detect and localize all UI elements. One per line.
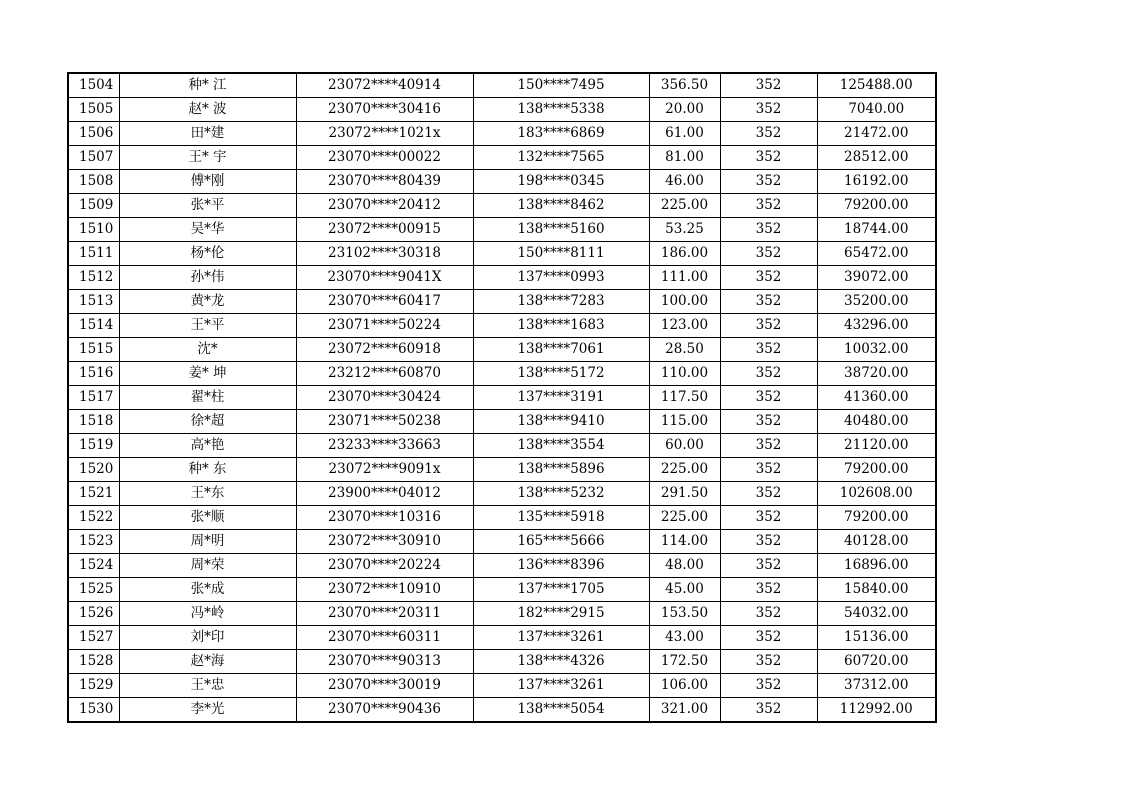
unit-price-cell: 352 xyxy=(720,554,817,578)
name-cell: 周*明 xyxy=(119,530,296,554)
row-number-cell: 1523 xyxy=(68,530,119,554)
amount-cell: 40480.00 xyxy=(817,410,936,434)
amount-cell: 16192.00 xyxy=(817,170,936,194)
row-number-cell: 1522 xyxy=(68,506,119,530)
phone-cell: 182****2915 xyxy=(473,602,649,626)
name-cell: 黄*龙 xyxy=(119,290,296,314)
id-number-cell: 23072****40914 xyxy=(296,73,473,98)
quantity-cell: 225.00 xyxy=(649,194,720,218)
unit-price-cell: 352 xyxy=(720,314,817,338)
row-number-cell: 1513 xyxy=(68,290,119,314)
phone-cell: 137****0993 xyxy=(473,266,649,290)
quantity-cell: 43.00 xyxy=(649,626,720,650)
row-number-cell: 1505 xyxy=(68,98,119,122)
phone-cell: 138****9410 xyxy=(473,410,649,434)
table-row xyxy=(68,626,936,650)
phone-cell: 138****7061 xyxy=(473,338,649,362)
quantity-cell: 186.00 xyxy=(649,242,720,266)
name-cell: 徐*超 xyxy=(119,410,296,434)
id-number-cell: 23072****60918 xyxy=(296,338,473,362)
unit-price-cell: 352 xyxy=(720,218,817,242)
id-number-cell: 23070****90313 xyxy=(296,650,473,674)
table-row xyxy=(68,482,936,506)
row-number-cell: 1504 xyxy=(68,73,119,98)
unit-price-cell: 352 xyxy=(720,626,817,650)
table-row xyxy=(68,290,936,314)
table-row xyxy=(68,146,936,170)
table-row xyxy=(68,698,936,723)
phone-cell: 138****5054 xyxy=(473,698,649,723)
row-number-cell: 1514 xyxy=(68,314,119,338)
table-row xyxy=(68,506,936,530)
name-cell: 傅*刚 xyxy=(119,170,296,194)
phone-cell: 138****8462 xyxy=(473,194,649,218)
table-row xyxy=(68,410,936,434)
quantity-cell: 48.00 xyxy=(649,554,720,578)
phone-cell: 183****6869 xyxy=(473,122,649,146)
table-row xyxy=(68,362,936,386)
phone-cell: 150****7495 xyxy=(473,73,649,98)
name-cell: 王*平 xyxy=(119,314,296,338)
quantity-cell: 291.50 xyxy=(649,482,720,506)
id-number-cell: 23071****50238 xyxy=(296,410,473,434)
row-number-cell: 1519 xyxy=(68,434,119,458)
table-row xyxy=(68,674,936,698)
phone-cell: 138****4326 xyxy=(473,650,649,674)
name-cell: 翟*柱 xyxy=(119,386,296,410)
row-number-cell: 1527 xyxy=(68,626,119,650)
table-row xyxy=(68,650,936,674)
row-number-cell: 1521 xyxy=(68,482,119,506)
amount-cell: 60720.00 xyxy=(817,650,936,674)
row-number-cell: 1524 xyxy=(68,554,119,578)
quantity-cell: 110.00 xyxy=(649,362,720,386)
id-number-cell: 23212****60870 xyxy=(296,362,473,386)
amount-cell: 28512.00 xyxy=(817,146,936,170)
amount-cell: 112992.00 xyxy=(817,698,936,723)
table-row xyxy=(68,218,936,242)
id-number-cell: 23071****50224 xyxy=(296,314,473,338)
name-cell: 杨*伦 xyxy=(119,242,296,266)
phone-cell: 138****5172 xyxy=(473,362,649,386)
quantity-cell: 45.00 xyxy=(649,578,720,602)
phone-cell: 165****5666 xyxy=(473,530,649,554)
table-row xyxy=(68,98,936,122)
quantity-cell: 225.00 xyxy=(649,506,720,530)
name-cell: 李*光 xyxy=(119,698,296,723)
table-row xyxy=(68,266,936,290)
phone-cell: 136****8396 xyxy=(473,554,649,578)
name-cell: 孙*伟 xyxy=(119,266,296,290)
quantity-cell: 53.25 xyxy=(649,218,720,242)
name-cell: 吴*华 xyxy=(119,218,296,242)
quantity-cell: 123.00 xyxy=(649,314,720,338)
phone-cell: 135****5918 xyxy=(473,506,649,530)
document-sheet xyxy=(67,72,937,723)
quantity-cell: 20.00 xyxy=(649,98,720,122)
quantity-cell: 61.00 xyxy=(649,122,720,146)
name-cell: 种* 江 xyxy=(119,73,296,98)
unit-price-cell: 352 xyxy=(720,650,817,674)
quantity-cell: 28.50 xyxy=(649,338,720,362)
phone-cell: 137****3261 xyxy=(473,674,649,698)
unit-price-cell: 352 xyxy=(720,386,817,410)
quantity-cell: 117.50 xyxy=(649,386,720,410)
id-number-cell: 23072****9091x xyxy=(296,458,473,482)
row-number-cell: 1508 xyxy=(68,170,119,194)
unit-price-cell: 352 xyxy=(720,98,817,122)
table-row xyxy=(68,73,936,98)
table-row xyxy=(68,122,936,146)
amount-cell: 16896.00 xyxy=(817,554,936,578)
name-cell: 冯*岭 xyxy=(119,602,296,626)
id-number-cell: 23070****30416 xyxy=(296,98,473,122)
amount-cell: 79200.00 xyxy=(817,506,936,530)
row-number-cell: 1507 xyxy=(68,146,119,170)
row-number-cell: 1530 xyxy=(68,698,119,723)
unit-price-cell: 352 xyxy=(720,290,817,314)
amount-cell: 41360.00 xyxy=(817,386,936,410)
phone-cell: 138****5896 xyxy=(473,458,649,482)
name-cell: 张*平 xyxy=(119,194,296,218)
table-row xyxy=(68,434,936,458)
phone-cell: 138****3554 xyxy=(473,434,649,458)
amount-cell: 40128.00 xyxy=(817,530,936,554)
phone-cell: 137****3261 xyxy=(473,626,649,650)
name-cell: 张*顺 xyxy=(119,506,296,530)
name-cell: 王* 宇 xyxy=(119,146,296,170)
unit-price-cell: 352 xyxy=(720,170,817,194)
phone-cell: 138****1683 xyxy=(473,314,649,338)
amount-cell: 7040.00 xyxy=(817,98,936,122)
row-number-cell: 1525 xyxy=(68,578,119,602)
unit-price-cell: 352 xyxy=(720,578,817,602)
amount-cell: 21472.00 xyxy=(817,122,936,146)
row-number-cell: 1516 xyxy=(68,362,119,386)
row-number-cell: 1512 xyxy=(68,266,119,290)
name-cell: 周*荣 xyxy=(119,554,296,578)
unit-price-cell: 352 xyxy=(720,122,817,146)
table-row xyxy=(68,338,936,362)
amount-cell: 102608.00 xyxy=(817,482,936,506)
row-number-cell: 1506 xyxy=(68,122,119,146)
id-number-cell: 23070****90436 xyxy=(296,698,473,723)
unit-price-cell: 352 xyxy=(720,146,817,170)
id-number-cell: 23072****30910 xyxy=(296,530,473,554)
id-number-cell: 23070****20311 xyxy=(296,602,473,626)
table-row xyxy=(68,578,936,602)
table-row xyxy=(68,530,936,554)
unit-price-cell: 352 xyxy=(720,482,817,506)
unit-price-cell: 352 xyxy=(720,338,817,362)
quantity-cell: 100.00 xyxy=(649,290,720,314)
amount-cell: 79200.00 xyxy=(817,194,936,218)
phone-cell: 138****5160 xyxy=(473,218,649,242)
id-number-cell: 23070****60417 xyxy=(296,290,473,314)
quantity-cell: 106.00 xyxy=(649,674,720,698)
amount-cell: 79200.00 xyxy=(817,458,936,482)
name-cell: 田*建 xyxy=(119,122,296,146)
id-number-cell: 23070****00022 xyxy=(296,146,473,170)
name-cell: 高*艳 xyxy=(119,434,296,458)
unit-price-cell: 352 xyxy=(720,242,817,266)
phone-cell: 138****5232 xyxy=(473,482,649,506)
row-number-cell: 1515 xyxy=(68,338,119,362)
unit-price-cell: 352 xyxy=(720,434,817,458)
name-cell: 种* 东 xyxy=(119,458,296,482)
id-number-cell: 23900****04012 xyxy=(296,482,473,506)
id-number-cell: 23102****30318 xyxy=(296,242,473,266)
unit-price-cell: 352 xyxy=(720,194,817,218)
row-number-cell: 1517 xyxy=(68,386,119,410)
table-row xyxy=(68,314,936,338)
phone-cell: 138****7283 xyxy=(473,290,649,314)
quantity-cell: 321.00 xyxy=(649,698,720,723)
table-row xyxy=(68,170,936,194)
unit-price-cell: 352 xyxy=(720,674,817,698)
name-cell: 沈* xyxy=(119,338,296,362)
amount-cell: 21120.00 xyxy=(817,434,936,458)
unit-price-cell: 352 xyxy=(720,698,817,723)
id-number-cell: 23070****30424 xyxy=(296,386,473,410)
name-cell: 王*忠 xyxy=(119,674,296,698)
row-number-cell: 1520 xyxy=(68,458,119,482)
row-number-cell: 1518 xyxy=(68,410,119,434)
amount-cell: 43296.00 xyxy=(817,314,936,338)
id-number-cell: 23070****10316 xyxy=(296,506,473,530)
id-number-cell: 23070****9041X xyxy=(296,266,473,290)
table-row xyxy=(68,194,936,218)
row-number-cell: 1509 xyxy=(68,194,119,218)
name-cell: 赵* 波 xyxy=(119,98,296,122)
quantity-cell: 46.00 xyxy=(649,170,720,194)
unit-price-cell: 352 xyxy=(720,362,817,386)
quantity-cell: 60.00 xyxy=(649,434,720,458)
table-row xyxy=(68,458,936,482)
amount-cell: 15840.00 xyxy=(817,578,936,602)
quantity-cell: 115.00 xyxy=(649,410,720,434)
row-number-cell: 1529 xyxy=(68,674,119,698)
amount-cell: 38720.00 xyxy=(817,362,936,386)
id-number-cell: 23072****10910 xyxy=(296,578,473,602)
table-row xyxy=(68,602,936,626)
unit-price-cell: 352 xyxy=(720,602,817,626)
phone-cell: 138****5338 xyxy=(473,98,649,122)
id-number-cell: 23070****20224 xyxy=(296,554,473,578)
id-number-cell: 23070****20412 xyxy=(296,194,473,218)
phone-cell: 132****7565 xyxy=(473,146,649,170)
quantity-cell: 81.00 xyxy=(649,146,720,170)
quantity-cell: 114.00 xyxy=(649,530,720,554)
amount-cell: 39072.00 xyxy=(817,266,936,290)
quantity-cell: 172.50 xyxy=(649,650,720,674)
table-row xyxy=(68,386,936,410)
id-number-cell: 23233****33663 xyxy=(296,434,473,458)
id-number-cell: 23072****1021x xyxy=(296,122,473,146)
phone-cell: 150****8111 xyxy=(473,242,649,266)
amount-cell: 35200.00 xyxy=(817,290,936,314)
name-cell: 赵*海 xyxy=(119,650,296,674)
row-number-cell: 1511 xyxy=(68,242,119,266)
amount-cell: 65472.00 xyxy=(817,242,936,266)
name-cell: 刘*印 xyxy=(119,626,296,650)
quantity-cell: 356.50 xyxy=(649,73,720,98)
amount-cell: 37312.00 xyxy=(817,674,936,698)
unit-price-cell: 352 xyxy=(720,73,817,98)
row-number-cell: 1528 xyxy=(68,650,119,674)
id-number-cell: 23072****00915 xyxy=(296,218,473,242)
phone-cell: 198****0345 xyxy=(473,170,649,194)
id-number-cell: 23070****80439 xyxy=(296,170,473,194)
unit-price-cell: 352 xyxy=(720,506,817,530)
id-number-cell: 23070****60311 xyxy=(296,626,473,650)
id-number-cell: 23070****30019 xyxy=(296,674,473,698)
unit-price-cell: 352 xyxy=(720,266,817,290)
amount-cell: 125488.00 xyxy=(817,73,936,98)
quantity-cell: 225.00 xyxy=(649,458,720,482)
name-cell: 姜* 坤 xyxy=(119,362,296,386)
unit-price-cell: 352 xyxy=(720,530,817,554)
table-body xyxy=(68,73,936,722)
table-row xyxy=(68,242,936,266)
name-cell: 张*成 xyxy=(119,578,296,602)
table-row xyxy=(68,554,936,578)
name-cell: 王*东 xyxy=(119,482,296,506)
quantity-cell: 111.00 xyxy=(649,266,720,290)
unit-price-cell: 352 xyxy=(720,410,817,434)
row-number-cell: 1526 xyxy=(68,602,119,626)
amount-cell: 10032.00 xyxy=(817,338,936,362)
phone-cell: 137****3191 xyxy=(473,386,649,410)
amount-cell: 15136.00 xyxy=(817,626,936,650)
unit-price-cell: 352 xyxy=(720,458,817,482)
data-table xyxy=(67,72,937,723)
amount-cell: 18744.00 xyxy=(817,218,936,242)
amount-cell: 54032.00 xyxy=(817,602,936,626)
quantity-cell: 153.50 xyxy=(649,602,720,626)
row-number-cell: 1510 xyxy=(68,218,119,242)
phone-cell: 137****1705 xyxy=(473,578,649,602)
